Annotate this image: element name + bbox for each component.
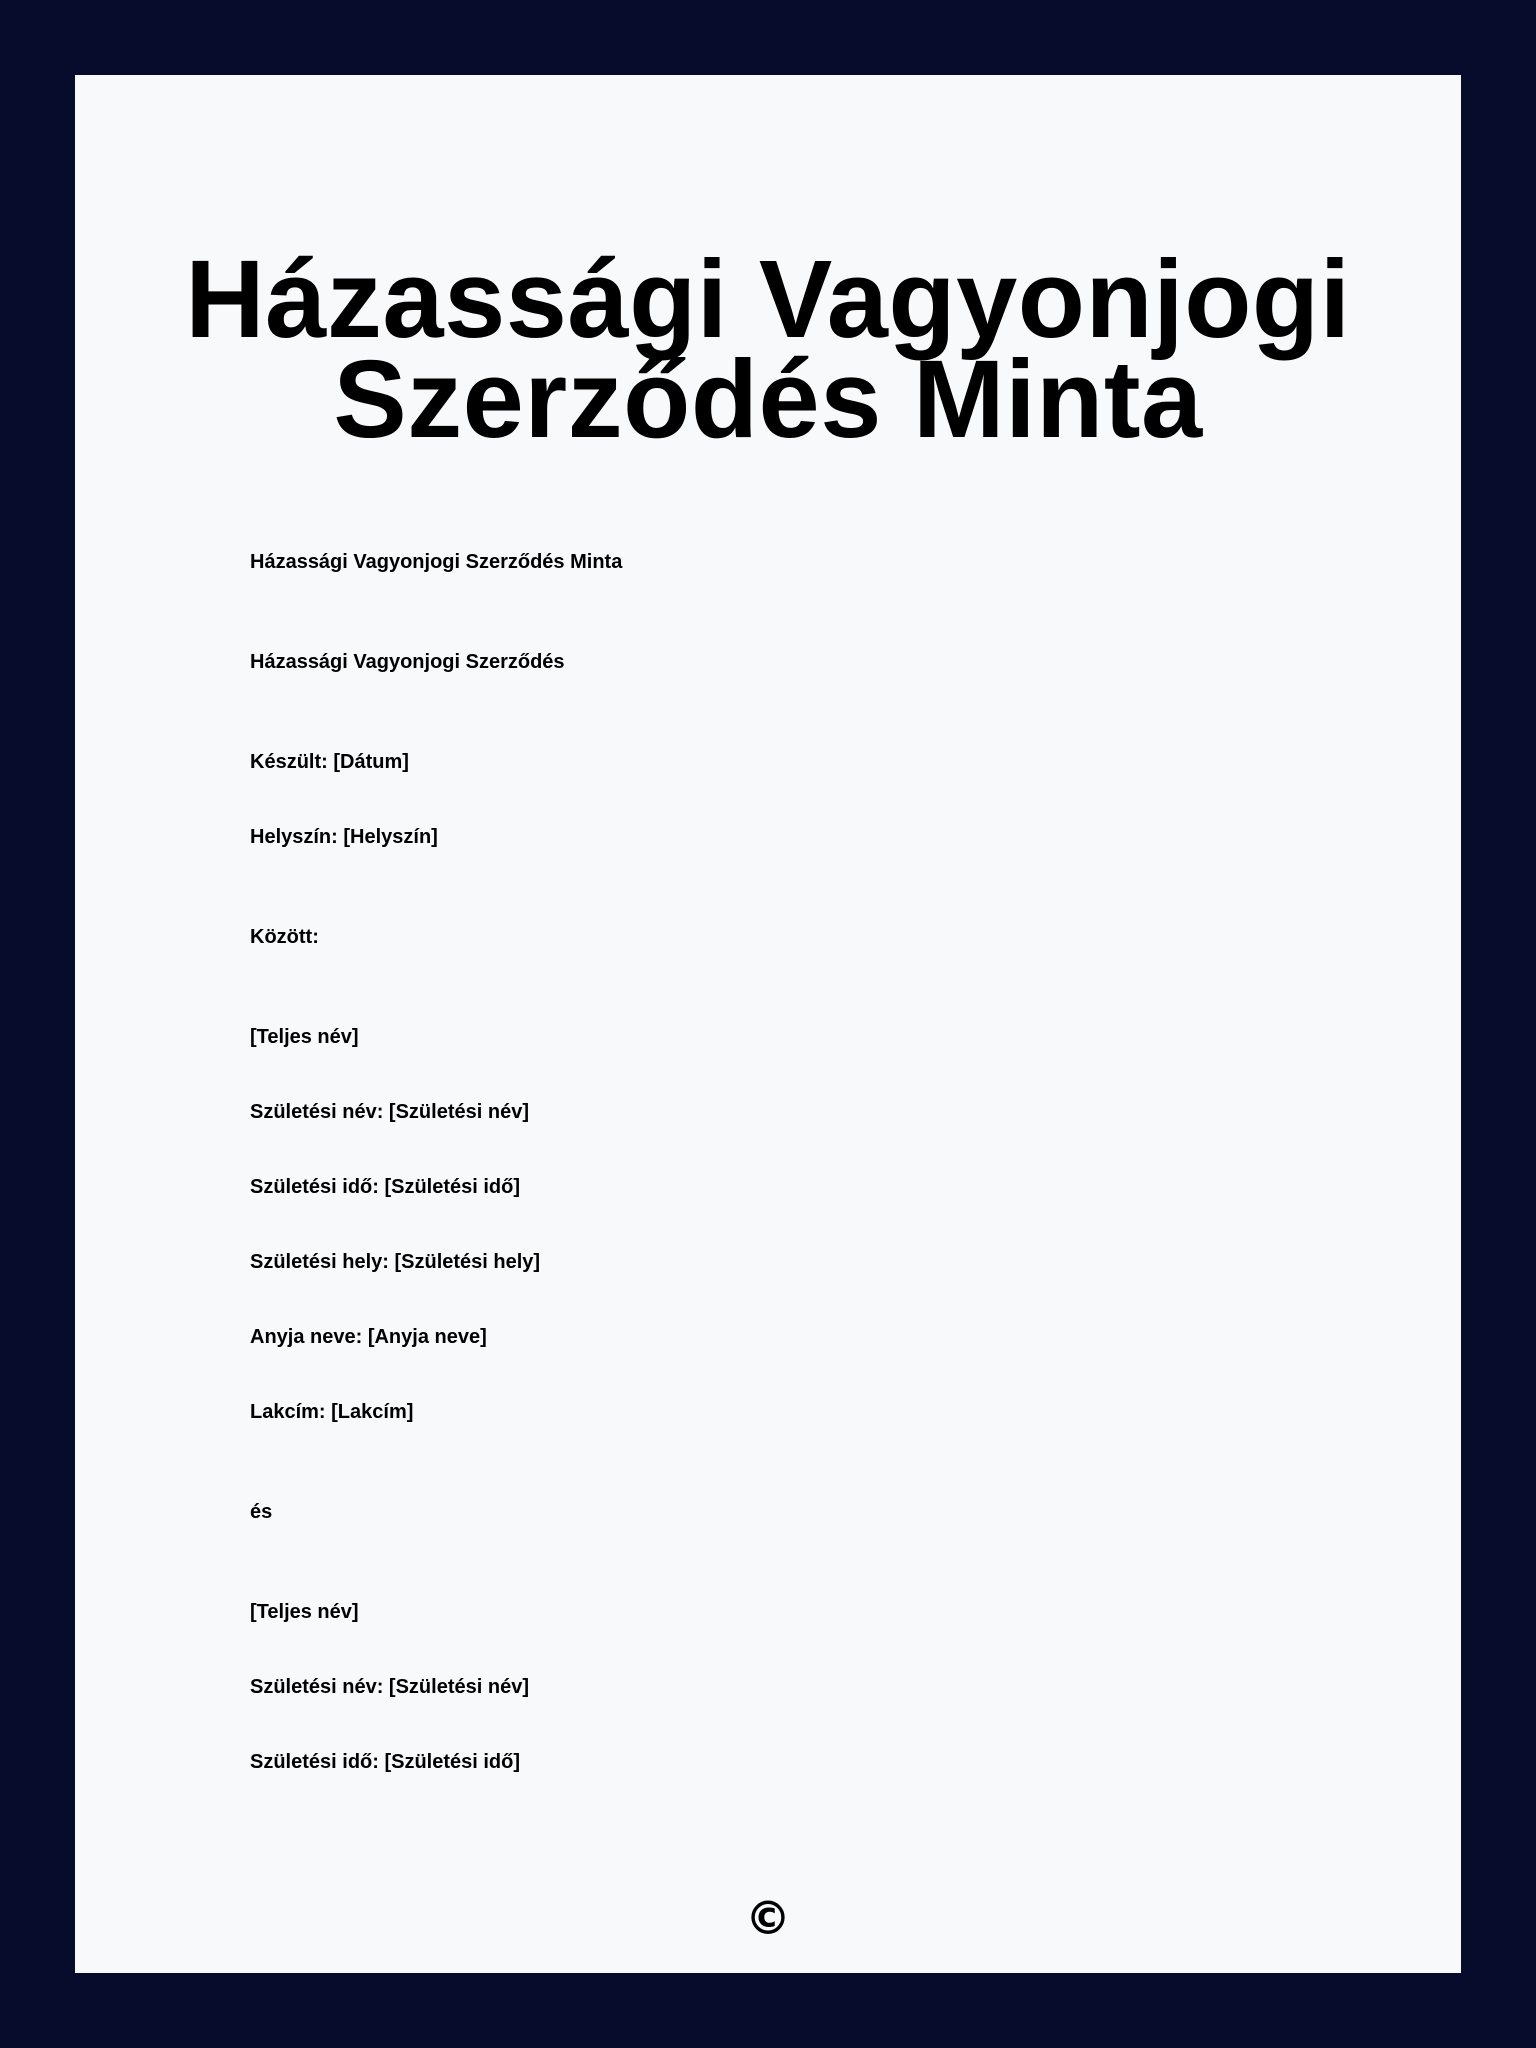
party1-birth-date: Születési idő: [Születési idő]	[250, 1176, 521, 1198]
party2-birth-date: Születési idő: [Születési idő]	[250, 1751, 521, 1773]
place-line: Helyszín: [Helyszín]	[250, 826, 438, 848]
document-subtitle: Házassági Vagyonjogi Szerződés Minta	[250, 551, 623, 573]
document-title	[75, 238, 1461, 461]
copyright-icon: ©	[745, 1891, 791, 1945]
date-line: Készült: [Dátum]	[250, 751, 409, 773]
contract-heading: Házassági Vagyonjogi Szerződés	[250, 651, 565, 673]
title-line-1: Házassági Vagyonjogi	[185, 238, 1351, 361]
party2-full-name: [Teljes név]	[250, 1601, 359, 1623]
party1-birth-place: Születési hely: [Születési hely]	[250, 1251, 541, 1273]
party1-address: Lakcím: [Lakcím]	[250, 1401, 414, 1423]
title-line-2: Szerződés Minta	[333, 338, 1203, 461]
party1-birth-name: Születési név: [Születési név]	[250, 1101, 529, 1123]
between-label: Között:	[250, 926, 319, 948]
and-label: és	[250, 1501, 273, 1523]
party1-mother-name: Anyja neve: [Anyja neve]	[250, 1326, 487, 1348]
party2-birth-name: Születési név: [Születési név]	[250, 1676, 529, 1698]
document-page	[75, 75, 1461, 1973]
party1-full-name: [Teljes név]	[250, 1026, 359, 1048]
